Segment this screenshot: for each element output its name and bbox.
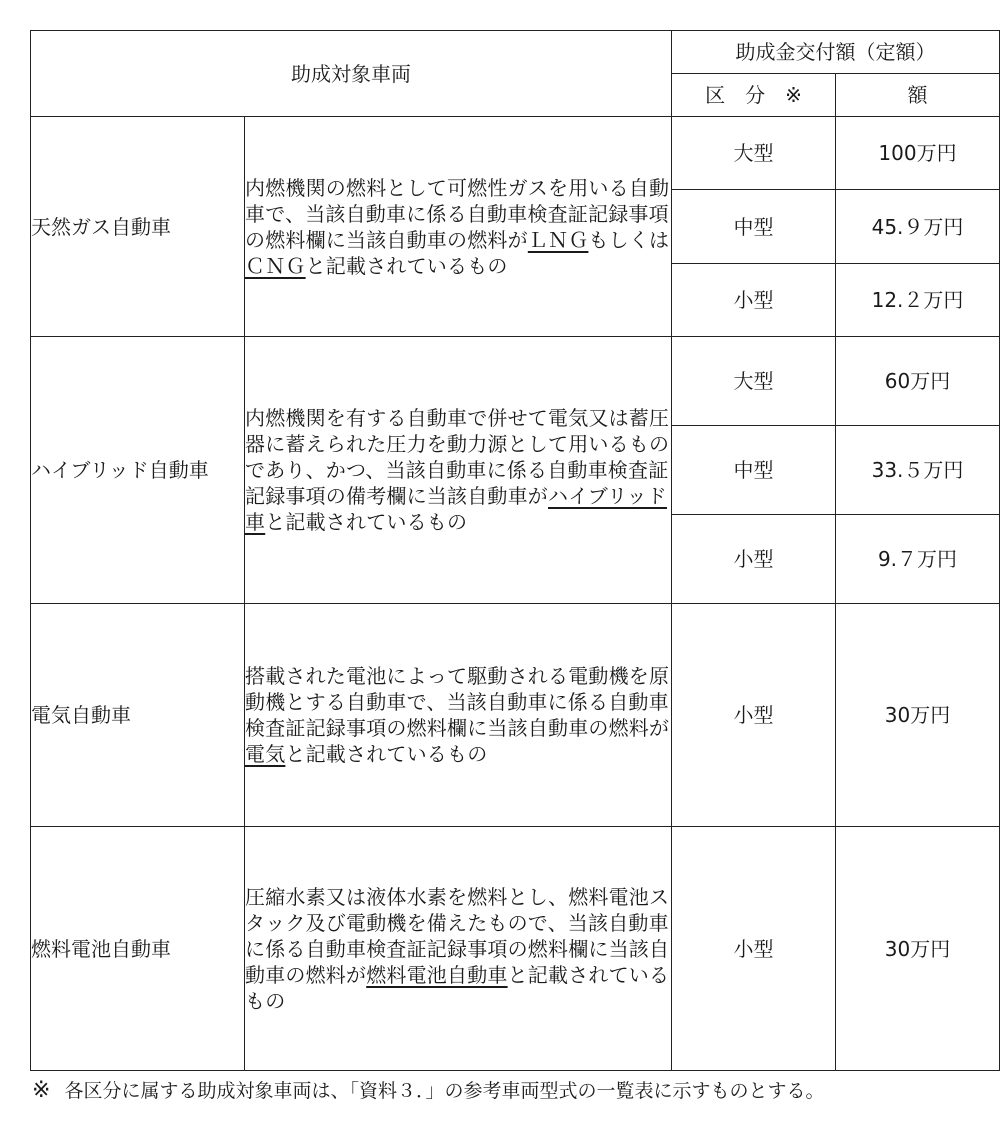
vehicle-column-header: 助成対象車両 — [31, 31, 672, 117]
vehicle-name: 電気自動車 — [31, 604, 245, 827]
size-category: 大型 — [672, 337, 836, 426]
subsidy-amount: 9.７万円 — [836, 515, 1000, 604]
vehicle-description — [245, 827, 672, 1071]
description-text: もしくは — [588, 227, 670, 252]
subsidy-amount: 45.９万円 — [836, 190, 1000, 264]
subsidy-amount: 33.５万円 — [836, 426, 1000, 515]
amount-group-header: 助成金交付額（定額） — [672, 31, 1000, 74]
subsidy-amount: 100万円 — [836, 117, 1000, 190]
table-row — [31, 337, 1000, 426]
description-text: 内燃機関を有する自動車で併せて電気又は蓄圧器に蓄えられた圧力を動力源として用いるものであり、かつ、当該自動車に係る自動車検査証記録事項の備考欄に当該自動車が — [245, 406, 670, 508]
description-text: と記載されているもの — [245, 962, 670, 1013]
table-row — [31, 117, 1000, 190]
subsidy-table — [30, 30, 1000, 1071]
footnote-mark: ※ — [32, 1078, 51, 1103]
description-text: と記載されているもの — [305, 253, 508, 278]
underlined-fuel-term: ハイブリッド車 — [245, 484, 667, 534]
vehicle-name: ハイブリッド自動車 — [31, 337, 245, 604]
vehicle-description — [245, 337, 672, 604]
vehicle-name: 天然ガス自動車 — [31, 117, 245, 337]
underlined-fuel-term: ＬＮＧ — [527, 227, 589, 252]
underlined-fuel-term: 電気 — [245, 742, 286, 766]
subsidy-amount: 30万円 — [836, 604, 1000, 827]
size-category: 小型 — [672, 264, 836, 337]
size-category: 中型 — [672, 426, 836, 515]
category-column-header: 区 分 ※ — [672, 74, 836, 117]
subsidy-amount: 60万円 — [836, 337, 1000, 426]
table-row — [31, 827, 1000, 1071]
amount-column-header: 額 — [836, 74, 1000, 117]
vehicle-description — [245, 604, 672, 827]
subsidy-amount: 30万円 — [836, 827, 1000, 1071]
size-category: 小型 — [672, 827, 836, 1071]
vehicle-name: 燃料電池自動車 — [31, 827, 245, 1071]
description-text: と記載されているもの — [285, 742, 488, 766]
size-category: 中型 — [672, 190, 836, 264]
description-text: と記載されているもの — [265, 510, 468, 534]
footnote-text: 各区分に属する助成対象車両は、「資料３．」の参考車両型式の一覧表に示すものとする。 — [64, 1080, 825, 1102]
footnote — [32, 1076, 824, 1103]
underlined-fuel-term: ＣＮＧ — [245, 253, 306, 278]
size-category: 大型 — [672, 117, 836, 190]
vehicle-description — [245, 117, 672, 337]
description-text: 内燃機関の燃料として可燃性ガスを用いる自動車で、当該自動車に係る自動車検査証記録事項の燃料欄に当該自動車の燃料が — [245, 175, 670, 252]
description-text: 搭載された電池によって駆動される電動機を原動機とする自動車で、当該自動車に係る自動車検査証記録事項の燃料欄に当該自動車の燃料が — [245, 664, 670, 740]
size-category: 小型 — [672, 515, 836, 604]
underlined-fuel-term: 燃料電池自動車 — [366, 962, 508, 987]
size-category: 小型 — [672, 604, 836, 827]
subsidy-amount: 12.２万円 — [836, 264, 1000, 337]
description-text: 圧縮水素又は液体水素を燃料とし、燃料電池スタック及び電動機を備えたもので、当該自動車に係る自動車検査証記録事項の燃料欄に当該自動車の燃料が — [245, 884, 670, 987]
table-row — [31, 604, 1000, 827]
